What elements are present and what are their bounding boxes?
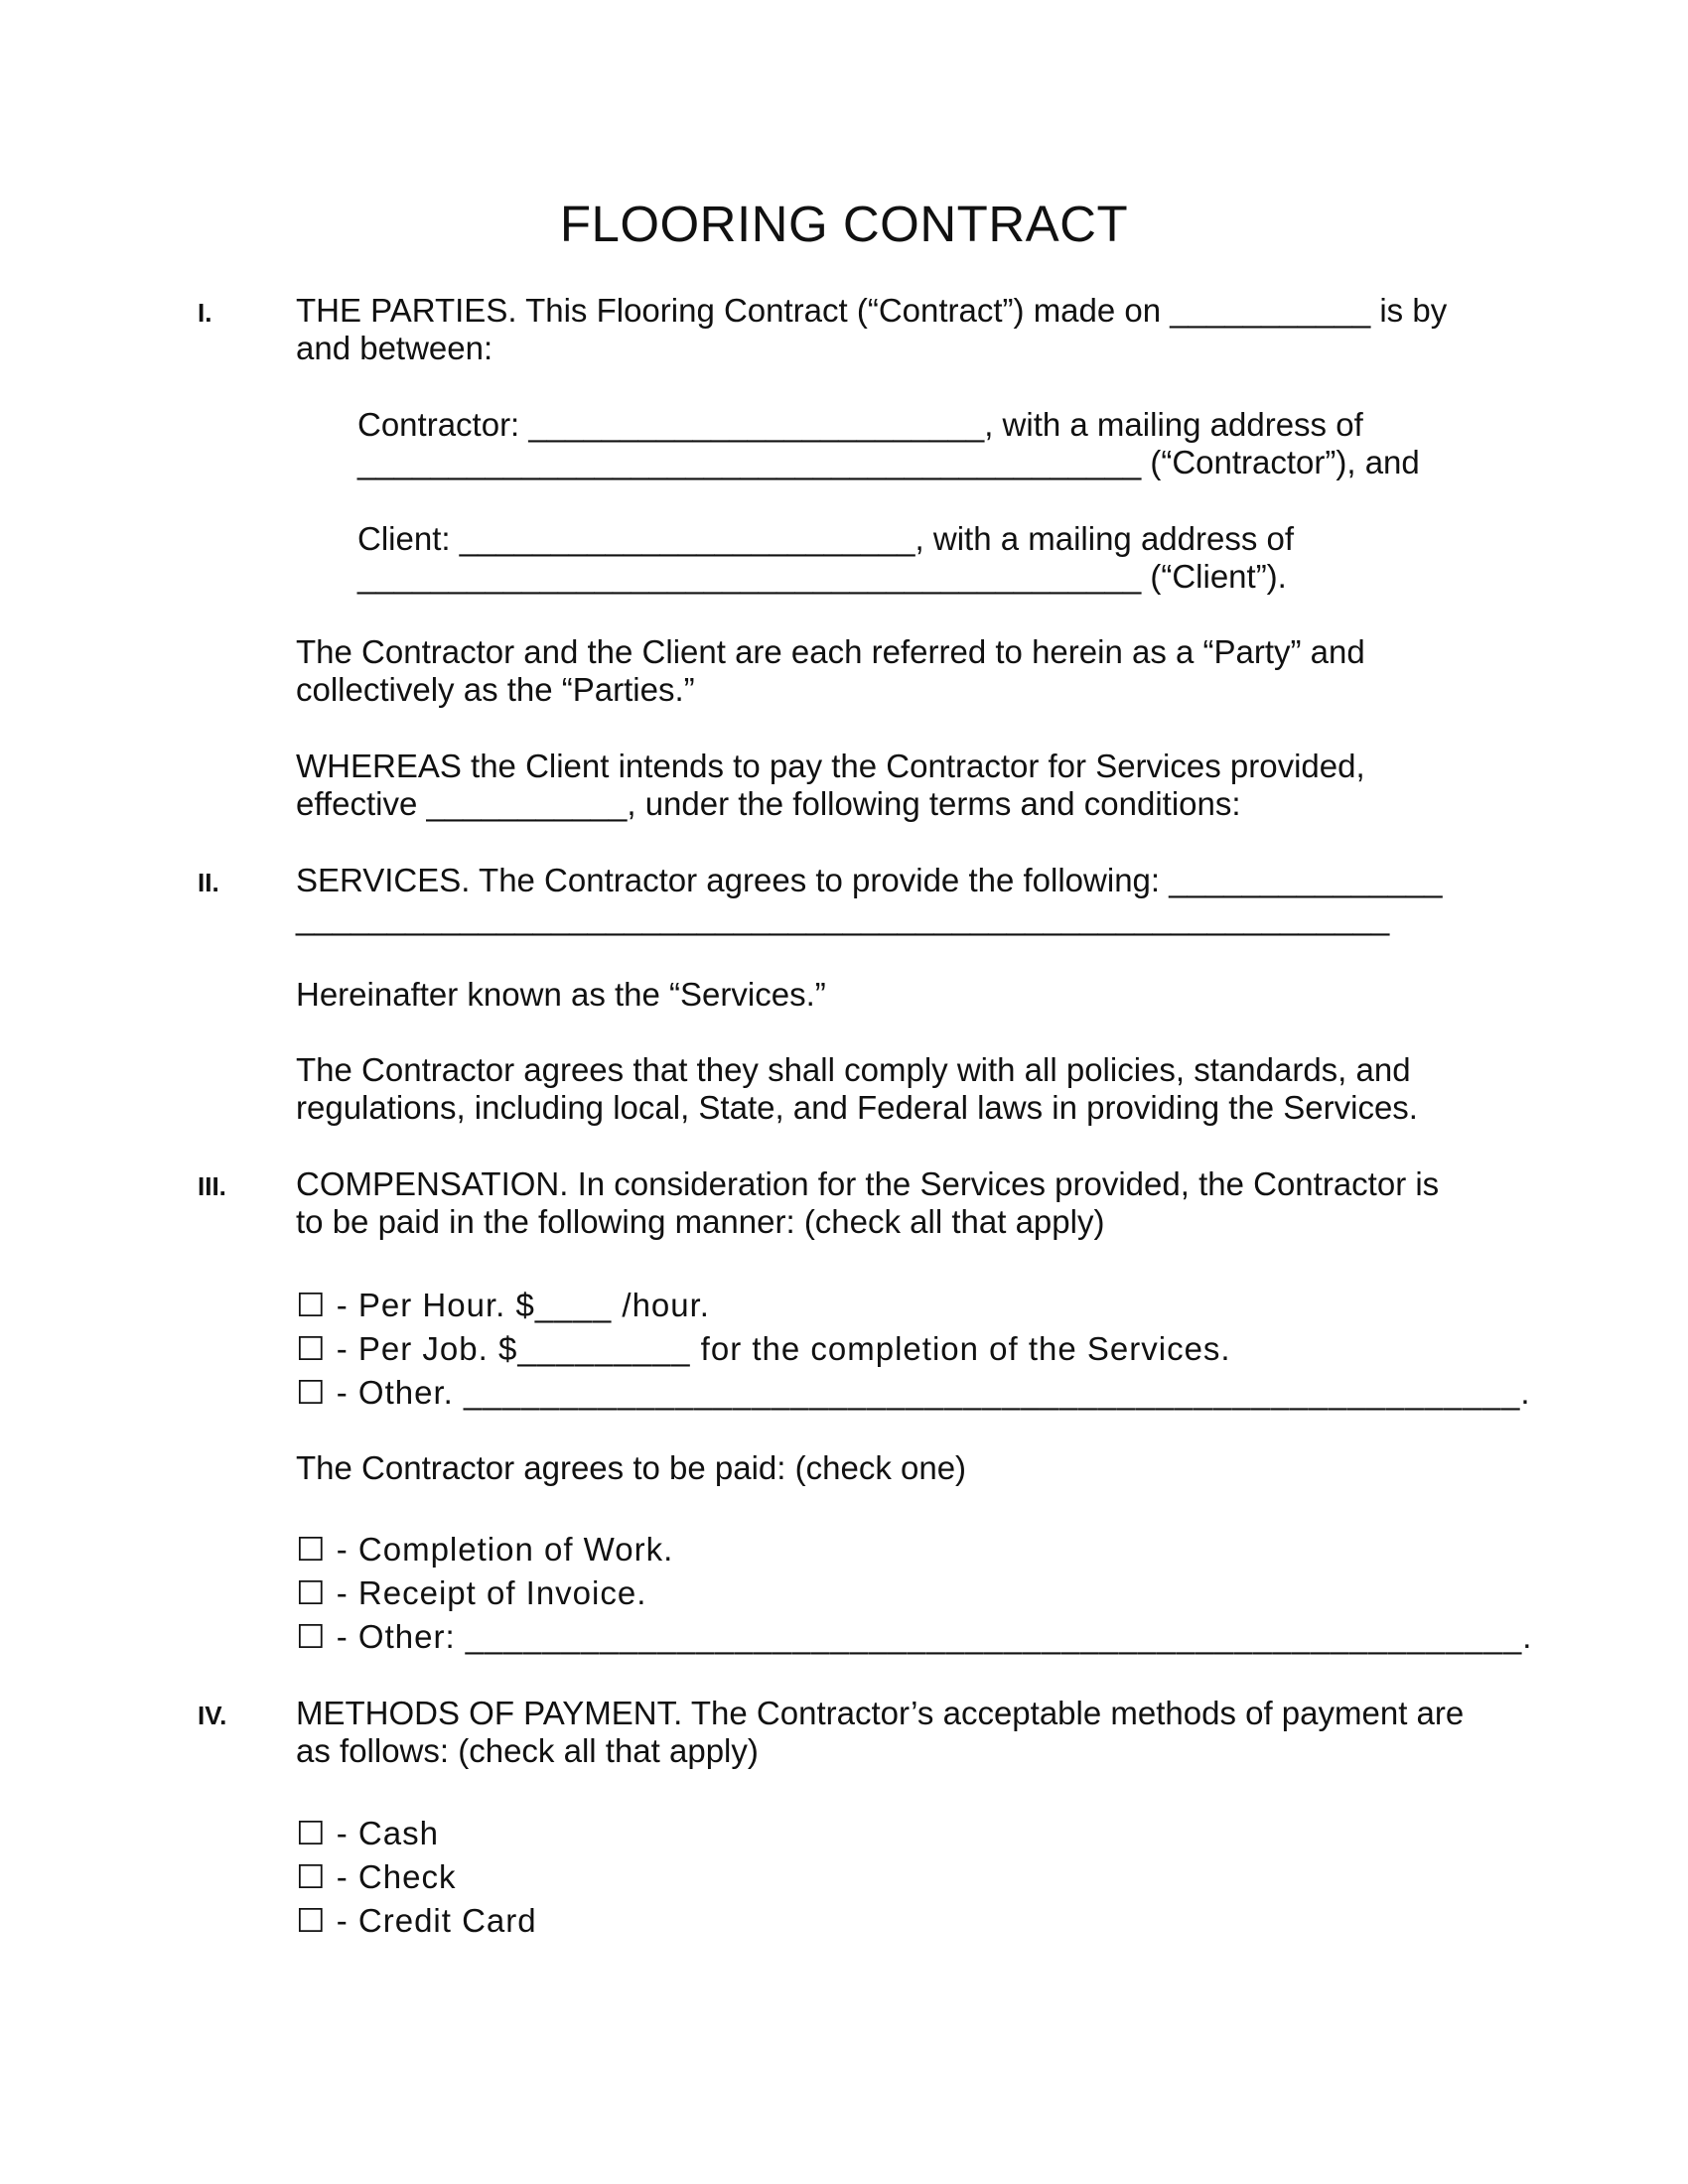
parties-definition-line-2: collectively as the “Parties.” [296,671,695,708]
other-paid-checkbox[interactable]: ☐ - Other: _______________________________________________________. [296,1618,1533,1655]
services-line-2: ____________________________________________________________ [296,899,1390,936]
comply-line-2: regulations, including local, State, and Federal laws in providing the Services. [296,1089,1418,1126]
document-title: FLOORING CONTRACT [559,196,1129,252]
parties-definition-line-1: The Contractor and the Client are each referred to herein as a “Party” and [296,633,1365,670]
per-job-checkbox[interactable]: ☐ - Per Job. $_________ for the completion of the Services. [296,1330,1231,1367]
whereas-line-1: WHEREAS the Client intends to pay the Contractor for Services provided, [296,748,1365,784]
parties-line-1: THE PARTIES. This Flooring Contract (“Contract”) made on ___________ is by [296,292,1448,329]
contractor-line-2: ___________________________________________ (“Contractor”), and [357,444,1420,480]
whereas-line-2: effective ___________, under the following terms and conditions: [296,785,1241,822]
services-line-1: SERVICES. The Contractor agrees to provide the following: _______________ [296,862,1443,898]
parties-line-2: and between: [296,330,493,366]
compensation-line-2: to be paid in the following manner: (check all that apply) [296,1203,1105,1240]
paid-label: The Contractor agrees to be paid: (check one) [296,1449,967,1486]
compensation-line-1: COMPENSATION. In consideration for the Services provided, the Contractor is [296,1165,1440,1202]
client-line-1: Client: _________________________, with a mailing address of [357,520,1295,557]
cash-checkbox[interactable]: ☐ - Cash [296,1815,439,1851]
per-hour-checkbox[interactable]: ☐ - Per Hour. $____ /hour. [296,1287,710,1323]
client-line-2: ___________________________________________ (“Client”). [357,558,1287,595]
completion-of-work-checkbox[interactable]: ☐ - Completion of Work. [296,1531,674,1568]
check-checkbox[interactable]: ☐ - Check [296,1858,457,1895]
credit-card-checkbox[interactable]: ☐ - Credit Card [296,1902,537,1939]
payment-methods-line-1: METHODS OF PAYMENT. The Contractor’s acceptable methods of payment are [296,1695,1465,1731]
payment-methods-line-2: as follows: (check all that apply) [296,1732,759,1769]
other-compensation-checkbox[interactable]: ☐ - Other. _______________________________________________________. [296,1374,1531,1411]
services-definition: Hereinafter known as the “Services.” [296,976,826,1013]
section-number-ii: II. [198,868,219,897]
contractor-line-1: Contractor: _________________________, with a mailing address of [357,406,1363,443]
section-number-iii: III. [198,1171,226,1201]
section-number-iv: IV. [198,1701,227,1730]
comply-line-1: The Contractor agrees that they shall comply with all policies, standards, and [296,1051,1411,1088]
receipt-of-invoice-checkbox[interactable]: ☐ - Receipt of Invoice. [296,1574,647,1611]
section-number-i: I. [198,298,212,328]
